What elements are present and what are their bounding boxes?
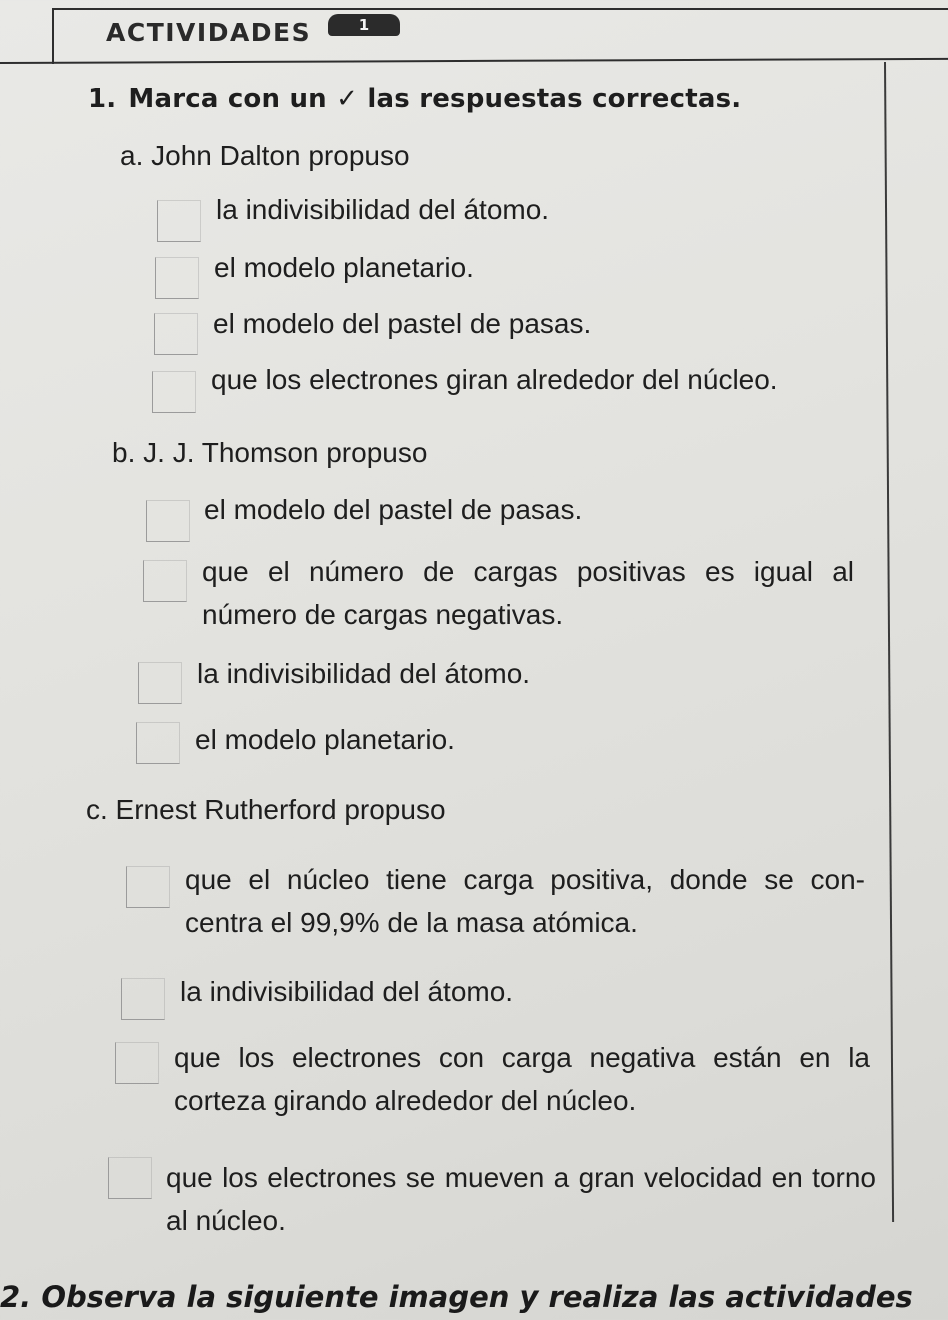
option-c-1: que el núcleo tiene carga positiva, donde se con- centra el 99,9% de la masa atómica.: [185, 864, 865, 939]
check-mark-icon: ✓: [336, 84, 359, 114]
part-b-label: b. J. J. Thomson propuso: [112, 437, 428, 468]
checkbox-b-1[interactable]: [146, 500, 190, 542]
header-frame-left: [52, 8, 54, 64]
option-a-1: la indivisibilidad del átomo.: [216, 194, 550, 225]
option-b-3: la indivisibilidad del átomo.: [197, 658, 531, 689]
checkbox-c-4[interactable]: [108, 1157, 152, 1199]
checkbox-c-2[interactable]: [121, 978, 165, 1020]
section-title: ACTIVIDADES: [106, 18, 312, 47]
checkbox-b-2[interactable]: [143, 560, 187, 602]
question-2-text: Observa la siguiente imagen y realiza las actividades: [41, 1280, 913, 1314]
header-frame-top: [52, 8, 948, 10]
question-2-heading: [0, 1280, 913, 1314]
part-a-label: a. John Dalton propuso: [120, 140, 410, 171]
option-c-2: la indivisibilidad del átomo.: [180, 976, 514, 1007]
question-1-number: 1.: [88, 84, 117, 114]
part-c-label: c. Ernest Rutherford propuso: [86, 794, 446, 825]
checkbox-c-3[interactable]: [115, 1042, 159, 1084]
checkbox-c-1[interactable]: [126, 866, 170, 908]
checkbox-a-4[interactable]: [152, 371, 196, 413]
page-right-rule: [884, 62, 894, 1222]
checkbox-b-4[interactable]: [136, 722, 180, 764]
question-1-text-before: Marca con un: [128, 84, 327, 114]
checkbox-a-3[interactable]: [154, 313, 198, 355]
question-1-text-after: las respuestas correctas.: [367, 84, 742, 114]
option-b-2: que el número de cargas positivas es igual al número de cargas negativas.: [202, 556, 854, 631]
checkbox-a-1[interactable]: [157, 200, 201, 242]
header-frame-bottom: [0, 58, 948, 64]
option-a-3: el modelo del pastel de pasas.: [213, 308, 592, 339]
activity-number-badge: 1: [328, 14, 400, 36]
checkbox-b-3[interactable]: [138, 662, 182, 704]
option-c-3: que los electrones con carga negativa están en la corteza girando alrededor del núcleo.: [174, 1042, 870, 1117]
checkbox-a-2[interactable]: [155, 257, 199, 299]
option-a-2: el modelo planetario.: [214, 252, 474, 283]
option-c-4: que los electrones se mueven a gran velocidad en torno al núcleo.: [166, 1162, 876, 1237]
question-2-number: 2.: [0, 1280, 32, 1314]
option-b-4: el modelo planetario.: [195, 724, 455, 755]
question-1-heading: [88, 84, 741, 114]
option-b-1: el modelo del pastel de pasas.: [204, 494, 583, 525]
option-a-4: que los electrones giran alrededor del núcleo.: [211, 364, 778, 395]
